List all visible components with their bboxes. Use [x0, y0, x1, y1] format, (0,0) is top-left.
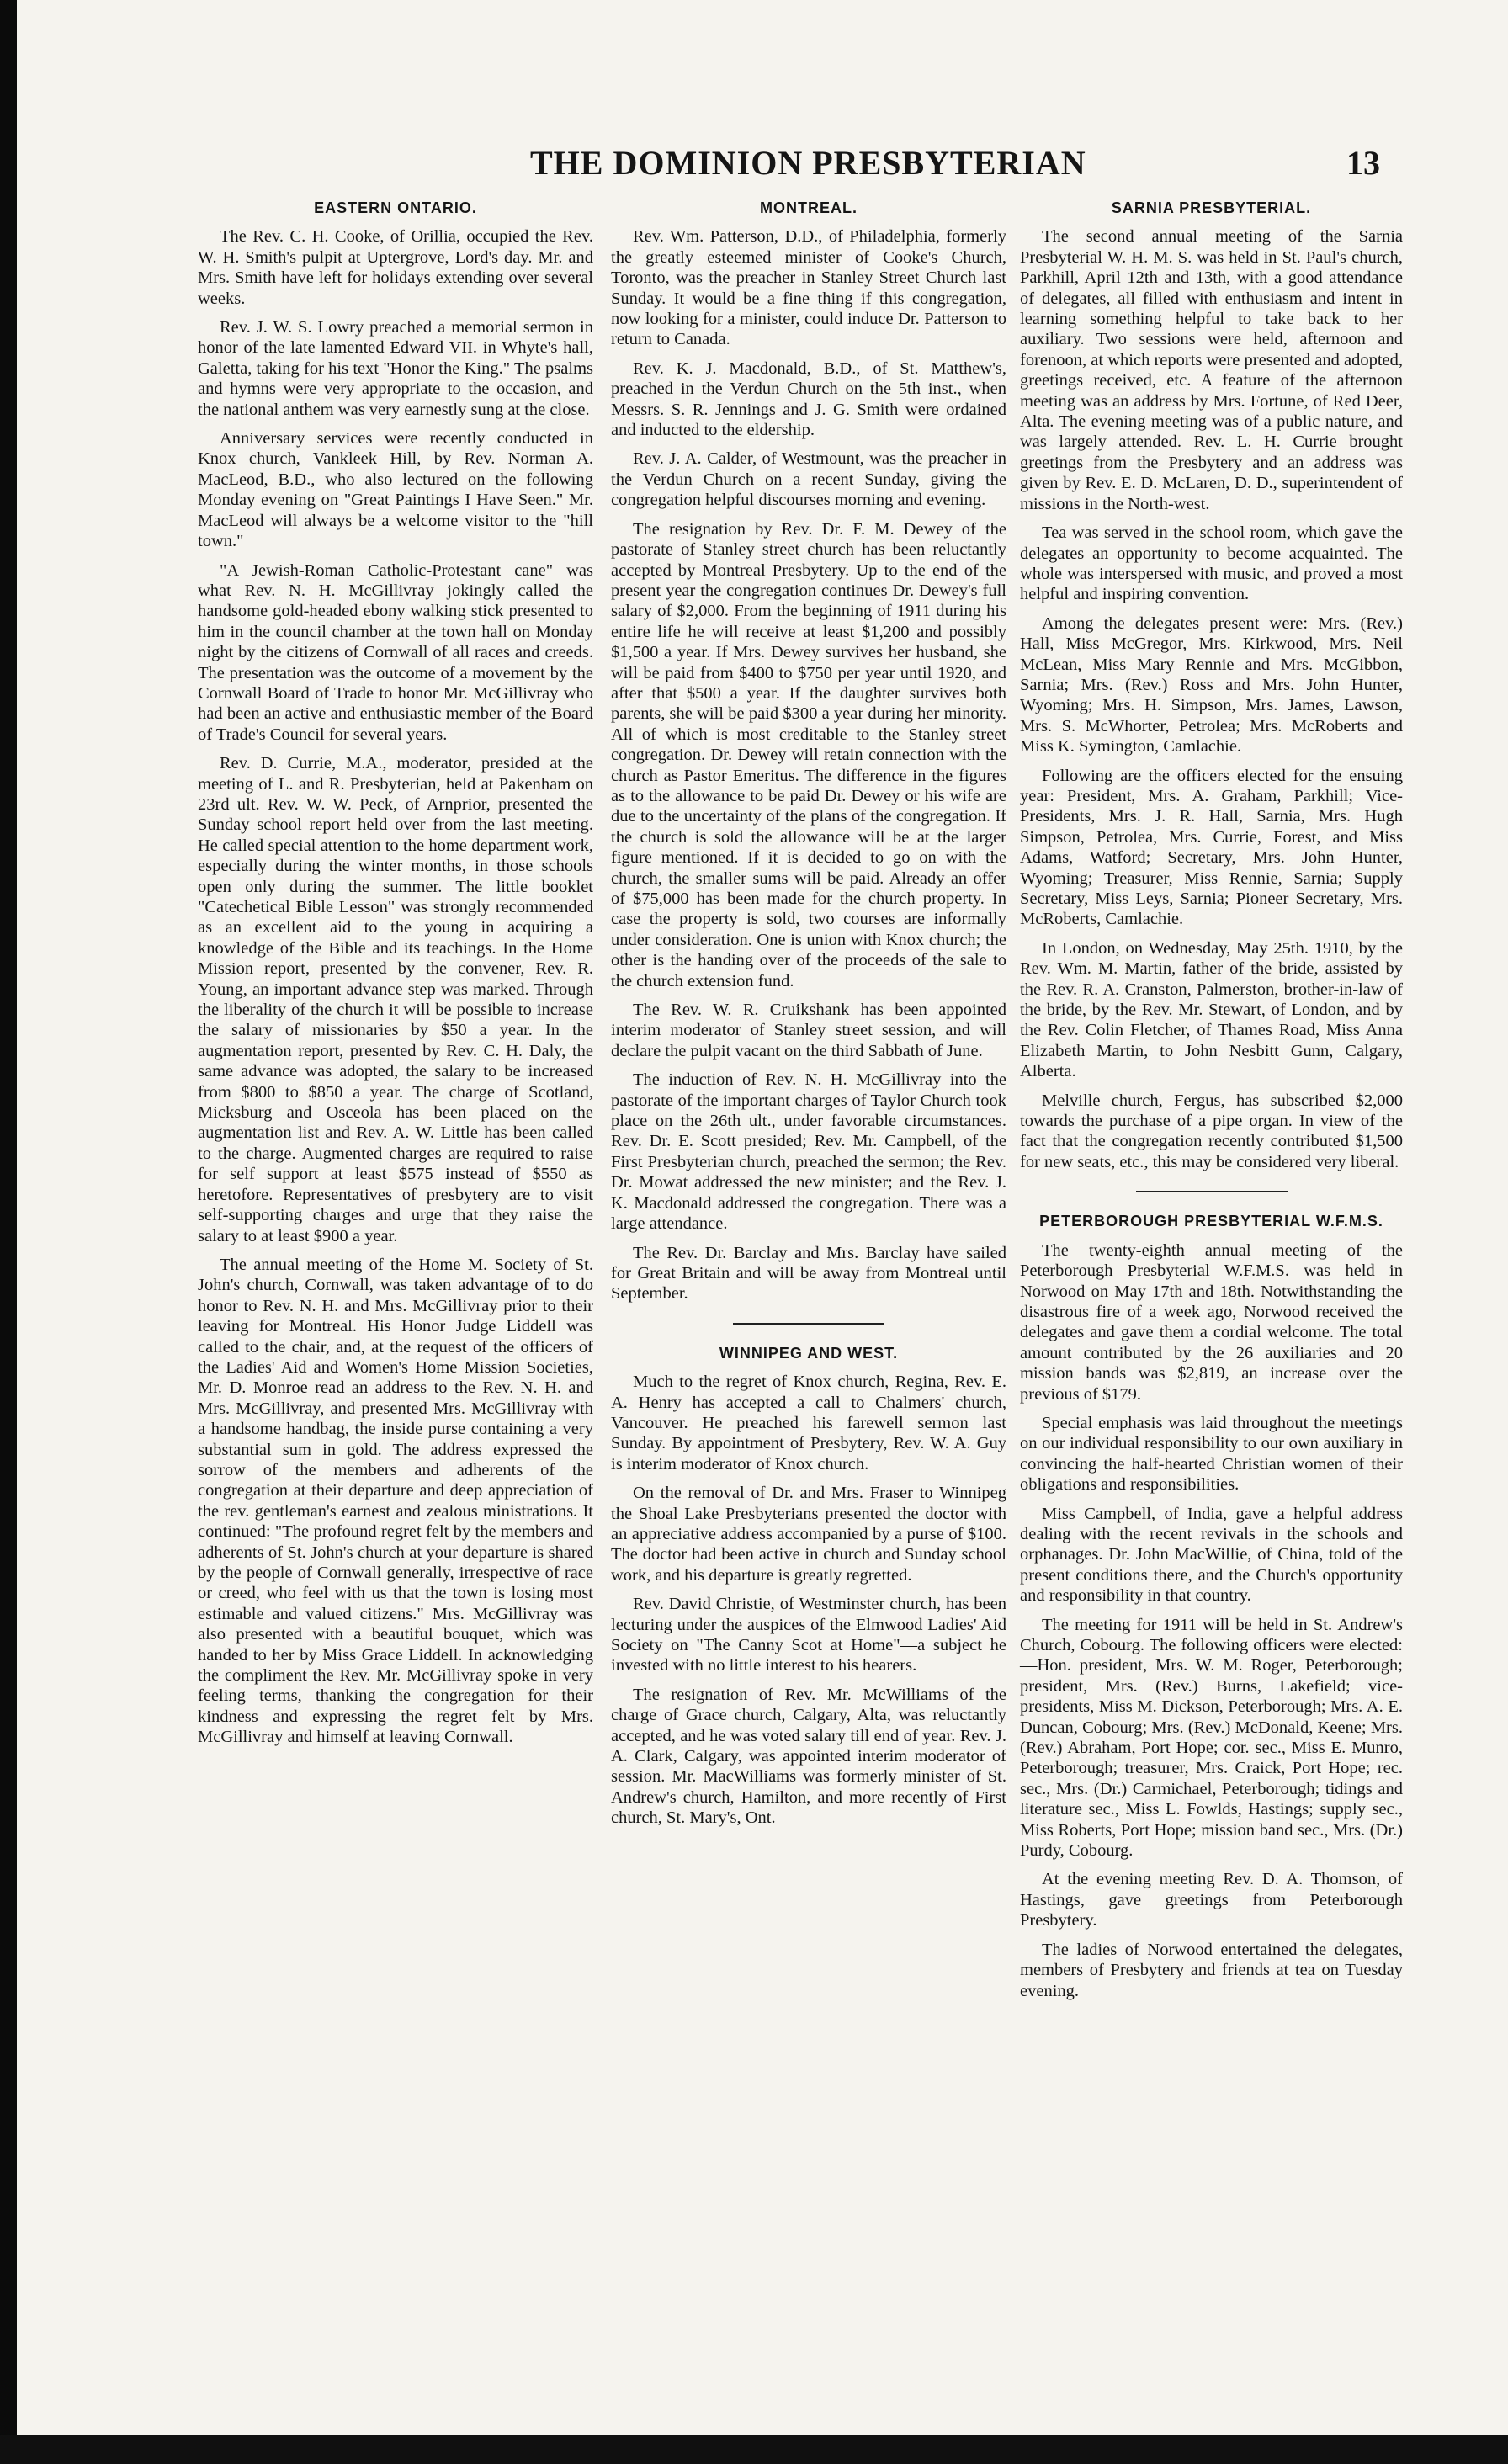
scan-edge [0, 0, 17, 2464]
page-header [160, 143, 1380, 194]
article-paragraph: The Rev. C. H. Cooke, of Orillia, occupied the Rev. W. H. Smith's pulpit at Uptergrove, Lord's day. Mr. and Mrs. Smith have left for holidays extending over several weeks. [198, 227, 593, 308]
section-heading: PETERBOROUGH PRESBYTERIAL W.F.M.S. [1039, 1213, 1383, 1230]
article-paragraph: Melville church, Fergus, has subscribed $2,000 towards the purchase of a pipe organ. In view of the fact that the congregation recently contributed $1,500 for new seats, etc., this may be considered very liberal. [1020, 1091, 1403, 1171]
article-paragraph: Rev. K. J. Macdonald, B.D., of St. Matthew's, preached in the Verdun Church on the 5th inst., when Messrs. S. R. Jennings and J. G. Smith were ordained and inducted to the eldership. [611, 358, 1006, 440]
column-montreal [611, 198, 1006, 1837]
article-paragraph: Rev. Wm. Patterson, D.D., of Philadelphia, formerly the greatly esteemed minister of Cooke's Church, Toronto, was the preacher in Stanley Street Church last Sunday. It would be a fine thing if this congregation, now looking for a minister, could induce Dr. Patterson to return to Canada. [611, 227, 1006, 349]
section-divider [1136, 1191, 1288, 1192]
section-heading: SARNIA PRESBYTERIAL. [1111, 199, 1312, 216]
section-heading: WINNIPEG AND WEST. [719, 1344, 899, 1362]
article-paragraph: Anniversary services were recently conducted in Knox church, Vankleek Hill, by Rev. Norman A. MacLeod, B.D., who also lectured on the following Monday evening on "Great Paintings I Have Seen." Mr. MacLeod will always be a welcome visitor to the "hill town." [198, 429, 593, 551]
article-paragraph: The Rev. W. R. Cruikshank has been appointed interim moderator of Stanley street session, and will declare the pulpit vacant on the third Sabbath of June. [611, 1001, 1006, 1060]
column-sarnia [1020, 198, 1403, 2010]
article-paragraph: The twenty-eighth annual meeting of the Peterborough Presbyterial W.F.M.S. was held in Norwood on May 17th and 18th. Notwithstanding the disastrous fire of a week ago, Norwood received the delegates and gave them a cordial welcome. The total amount contributed by the 26 auxiliaries and 20 mission bands was $2,819, an increase over the previous of $179. [1020, 1240, 1403, 1404]
article-paragraph: Much to the regret of Knox church, Regina, Rev. E. A. Henry has accepted a call to Chalmers' church, Vancouver. He preached his farewell sermon last Sunday. By appointment of Presbytery, Rev. W. A. Guy is interim moderator of Knox church. [611, 1373, 1006, 1474]
section-heading: EASTERN ONTARIO. [314, 199, 477, 216]
article-paragraph: Rev. D. Currie, M.A., moderator, presided at the meeting of L. and R. Presbyterian, held at Pakenham on 23rd ult. Rev. W. W. Peck, of Arnprior, presented the Sunday school report held over from the last meeting. He called special attention to the home department work, especially during the winter months, in those schools open only during the summer. The little booklet "Catechetical Bible Lesson" was strongly recommended as an excellent aid to the young in acquiring a knowledge of the Bible and its teachings. In the Home Mission report, presented by the convener, Rev. R. Young, an important advance step was marked. Through the liberality of the church it will be possible to increase the salary of missionaries by $50 a year. In the augmentation report, presented by Rev. C. H. Daly, the same advance was adopted, the salary to be increased from $800 to $850 a year. The charge of Scotland, Micksburg and Osceola has been placed on the augmentation list and Rev. A. W. Little has been called to the charge. Augmented charges are required to raise for self support at least $575 instead of $550 as heretofore. Representatives of presbytery are to visit self-supporting charges and urge that they raise the salary to at least $900 a year. [198, 754, 593, 1245]
article-paragraph: Following are the officers elected for the ensuing year: President, Mrs. A. Graham, Parkhill; Vice-Presidents, Mrs. J. R. Hall, Sarnia, Mrs. Hugh Simpson, Petrolea, Mrs. Currie, Forest, and Miss Adams, Watford; Secretary, Mrs. John Hunter, Wyoming; Treasurer, Miss Rennie, Sarnia; Supply Secretary, Miss Leys, Sarnia; Pioneer Secretary, Mrs. McRoberts, Camlachie. [1020, 766, 1403, 929]
page-number: 13 [1346, 144, 1380, 182]
column-eastern-ontario [198, 198, 593, 1756]
article-paragraph: Rev. David Christie, of Westminster church, has been lecturing under the auspices of the Elmwood Ladies' Aid Society on "The Canny Scot at Home"—a subject he invested with no little interest to his hearers. [611, 1595, 1006, 1675]
article-paragraph: The meeting for 1911 will be held in St. Andrew's Church, Cobourg. The following officers were elected:—Hon. president, Mrs. W. M. Roger, Peterborough; president, Mrs. (Rev.) Burns, Lakefield; vice-presidents, Miss M. Dickson, Peterborough; Mrs. A. E. Duncan, Cobourg; Mrs. (Rev.) McDonald, Keene; Mrs. (Rev.) Abraham, Port Hope; cor. sec., Miss E. Munro, Peterborough; treasurer, Mrs. Craick, Port Hope; rec. sec., Mrs. (Dr.) Carmichael, Peterborough; tidings and literature sec., Miss L. Fowlds, Hastings; supply sec., Miss Roberts, Port Hope; mission band sec., Mrs. (Dr.) Purdy, Cobourg. [1020, 1615, 1403, 1861]
article-paragraph: The Rev. Dr. Barclay and Mrs. Barclay have sailed for Great Britain and will be away from Montreal until September. [611, 1243, 1006, 1304]
article-paragraph: The ladies of Norwood entertained the delegates, members of Presbytery and friends at tea on Tuesday evening. [1020, 1940, 1403, 2000]
article-paragraph: Miss Campbell, of India, gave a helpful address dealing with the recent revivals in the schools and orphanages. Dr. John MacWillie, of China, told of the present conditions there, and the Church's opportunity and responsibility in that country. [1020, 1504, 1403, 1606]
article-paragraph: In London, on Wednesday, May 25th. 1910, by the Rev. Wm. M. Martin, father of the bride, assisted by the Rev. R. A. Cranston, Palmerston, brother-in-law of the bride, by the Rev. Mr. Stewart, of London, and by the Rev. Colin Fletcher, of Thames Road, Miss Anna Elizabeth Martin, to John Nesbitt Gunn, Calgary, Alberta. [1020, 938, 1403, 1081]
section-divider [733, 1323, 884, 1325]
scan-edge-bottom [0, 2435, 1508, 2464]
article-paragraph: "A Jewish-Roman Catholic-Protestant cane" was what Rev. N. H. McGillivray jokingly called the handsome gold-headed ebony walking stick presented to him in the council chamber at the town hall on Monday night by the citizens of Cornwall of all races and creeds. The presentation was the outcome of a movement by the Cornwall Board of Trade to honor Mr. McGillivray who had been an active and enthusiastic member of the Board of Trade's Council for several years. [198, 560, 593, 744]
article-paragraph: Tea was served in the school room, which gave the delegates an opportunity to become acquainted. The whole was interspersed with music, and proved a most helpful and inspiring convention. [1020, 523, 1403, 604]
article-paragraph: Rev. J. W. S. Lowry preached a memorial sermon in honor of the late lamented Edward VII. in Whyte's hall, Galetta, taking for his text "Honor the King." The psalms and hymns were very appropriate to the occasion, and the national anthem was very earnestly sung at the close. [198, 318, 593, 419]
section-heading: MONTREAL. [760, 199, 858, 216]
masthead-title: THE DOMINION PRESBYTERIAN [530, 144, 1086, 182]
article-paragraph: Special emphasis was laid throughout the meetings on our individual responsibility to our own auxiliary in convincing the half-hearted Christian women of their obligations and responsibilities. [1020, 1413, 1403, 1495]
article-paragraph: At the evening meeting Rev. D. A. Thomson, of Hastings, gave greetings from Peterborough Presbytery. [1020, 1870, 1403, 1930]
article-paragraph: Rev. J. A. Calder, of Westmount, was the preacher in the Verdun Church on a recent Sunday, giving the congregation helpful discourses morning and evening. [611, 449, 1006, 510]
article-paragraph: The second annual meeting of the Sarnia Presbyterial W. H. M. S. was held in St. Paul's church, Parkhill, April 12th and 13th, with a good attendance of delegates, all filled with enthusiasm and intent in learning something helpful to take back to her auxiliary. Two sessions were held, afternoon and forenoon, at which reports were presented and adopted, greetings received, etc. A feature of the afternoon meeting was an address by Mrs. Fortune, of Red Deer, Alta. The evening meeting was of a public nature, and was largely attended. Rev. L. H. Currie brought greetings from the Presbytery and an address was given by Rev. E. D. McLaren, D. D., superintendent of missions in the North-west. [1020, 227, 1403, 513]
article-paragraph: Among the delegates present were: Mrs. (Rev.) Hall, Miss McGregor, Mrs. Kirkwood, Mrs. Neil McLean, Miss Mary Rennie and Mrs. McGibbon, Sarnia; Mrs. (Rev.) Ross and Mrs. John Hunter, Wyoming; Mrs. H. Simpson, Mrs. James, Lawson, Mrs. S. McWhorter, Petrolea; Mrs. McRoberts and Miss K. Symington, Camlachie. [1020, 613, 1403, 757]
article-paragraph: The resignation by Rev. Dr. F. M. Dewey of the pastorate of Stanley street church has been reluctantly accepted by Montreal Presbytery. Up to the end of the present year the congregation continues Dr. Dewey's full salary of $2,000. From the beginning of 1911 during his entire life he will receive at least $1,200 and possibly $1,500 a year. If Mrs. Dewey survives her husband, she will be paid from $400 to $750 per year until 1920, and after that $500 a year. If the daughter survives both parents, she will be paid $300 a year during her minority. All of which is most creditable to the Stanley street congregation. Dr. Dewey will retain connection with the church as Pastor Emeritus. The difference in the figures as to the allowance to be paid Dr. Dewey or his wife are due to the uncertainty of the plans of the congregation. If the church is sold the allowance will be at the larger figure mentioned. If it is decided to go on with the church, the smaller sums will be paid. Already an offer of $75,000 has been made for the church property. In case the property is sold, two courses are informally under consideration. One is union with Knox church; the other is the handing over of the proceeds of the sale to the church extension fund. [611, 519, 1006, 990]
article-paragraph: The resignation of Rev. Mr. McWilliams of the charge of Grace church, Calgary, Alta, was reluctantly accepted, and he was voted salary till end of year. Rev. J. A. Clark, Calgary, was appointed interim moderator of session. Mr. MacWilliams was formerly minister of St. Andrew's church, Hamilton, and more recently of First church, St. Mary's, Ont. [611, 1685, 1006, 1828]
article-paragraph: The annual meeting of the Home M. Society of St. John's church, Cornwall, was taken advantage of to do honor to Rev. N. H. and Mrs. McGillivray prior to their leaving for Montreal. His Honor Judge Liddell was called to the chair, and, at the request of the officers of the Ladies' Aid and Women's Home Mission Societies, Mr. D. Monroe read an address to the Rev. N. H. and Mrs. McGillivray, and presented Mrs. McGillivray with a handsome handbag, the inside purse containing a very substantial sum in gold. The address expressed the sorrow of the members and adherents of the congregation at their departure and deep appreciation of the rev. gentleman's earnest and zealous ministrations. It continued: "The profound regret felt by the members and adherents of St. John's church at your departure is shared by the people of Cornwall generally, irrespective of race or creed, who feel with us that the town is losing most estimable and valued citizens." Mrs. McGillivray was also presented with a beautiful bouquet, which was handed to her by Miss Grace Liddell. In acknowledging the compliment the Rev. Mr. McGillivray spoke in very feeling terms, thanking the congregation for their kindness and expressing the regret felt by Mrs. McGillivray and himself at leaving Cornwall. [198, 1255, 593, 1747]
article-paragraph: The induction of Rev. N. H. McGillivray into the pastorate of the important charges of Taylor Church took place on the 26th ult., under favorable circumstances. Rev. Dr. E. Scott presided; Rev. Mr. Campbell, of the First Presbyterian church, preached the sermon; the Rev. Dr. Mowat addressed the new minister; and the Rev. J. K. Macdonald addressed the congregation. There was a large attendance. [611, 1070, 1006, 1234]
article-paragraph: On the removal of Dr. and Mrs. Fraser to Winnipeg the Shoal Lake Presbyterians presented the doctor with an appreciative address accompanied by a purse of $100. The doctor had been active in church and Sunday school work, and his departure is greatly regretted. [611, 1484, 1006, 1585]
